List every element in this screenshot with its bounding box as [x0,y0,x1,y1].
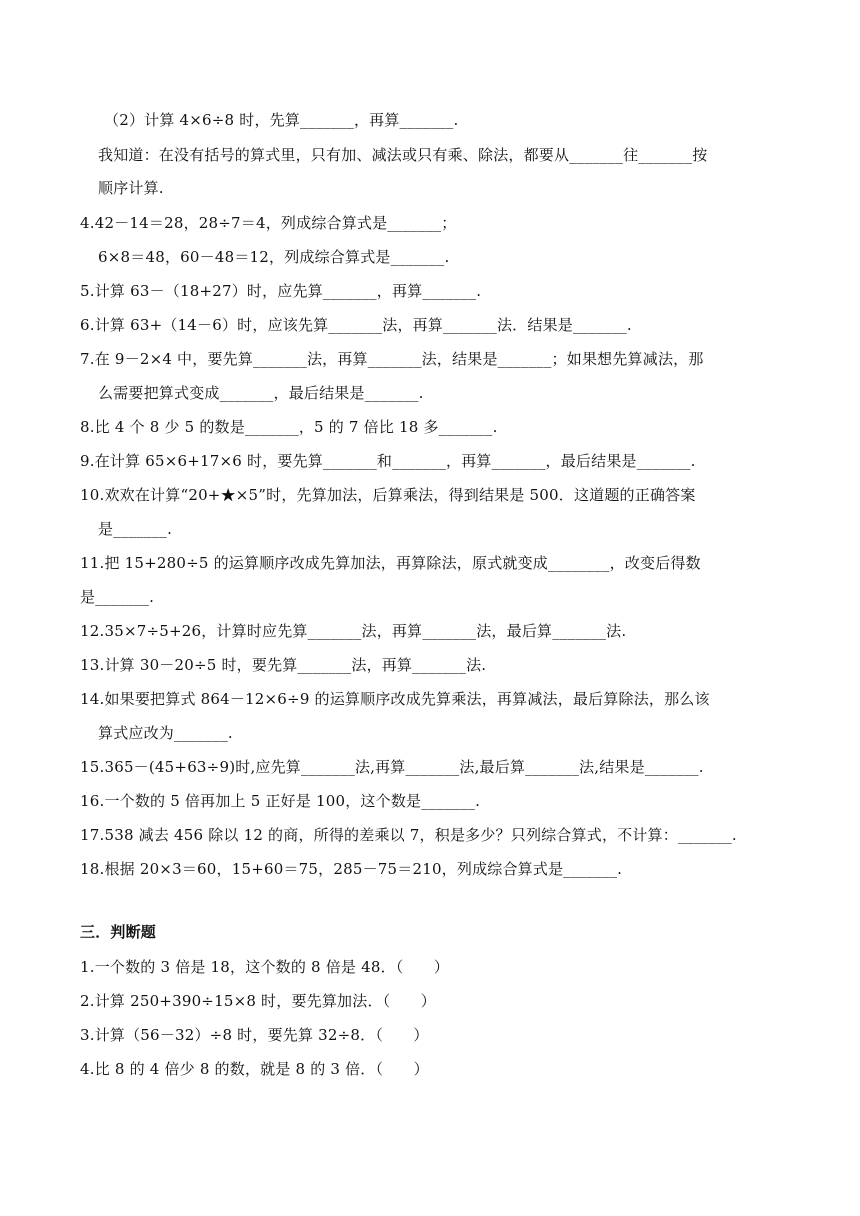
question-9: 9.在计算 65×6+17×6 时，要先算_______和_______，再算_______，最后结果是_______. [80,452,696,470]
judge-item-4: 4.比 8 的 4 倍少 8 的数，就是 8 的 3 倍．（ ） [80,1060,429,1078]
judge-item-2: 2.计算 250+390÷15×8 时，要先算加法．（ ） [80,992,436,1010]
question-16: 16.一个数的 5 倍再加上 5 正好是 100，这个数是_______. [80,792,481,810]
question-6: 6.计算 63+（14－6）时，应该先算_______法，再算_______法．结果是_______. [80,316,632,334]
question-7-line-2: 么需要把算式变成_______，最后结果是_______. [98,384,424,402]
question-10-line-1: 10.欢欢在计算“20+★×5”时，先算加法，后算乘法，得到结果是 500．这道题的正确答案 [80,486,696,504]
question-7-line-1: 7.在 9－2×4 中，要先算_______法，再算_______法，结果是_______；如果想先算减法，那 [80,350,704,368]
question-14-line-2: 算式应改为_______. [98,724,233,742]
question-5: 5.计算 63－（18+27）时，应先算_______，再算_______. [80,282,482,300]
note-line-2: 顺序计算. [98,179,164,197]
question-15: 15.365－(45+63÷9)时,应先算_______法,再算_______法,最后算_______法,结果是_______. [80,758,704,776]
question-4-line-2: 6×8＝48，60－48＝12，列成综合算式是_______. [98,248,450,266]
question-13: 13.计算 30－20÷5 时，要先算_______法，再算_______法. [80,656,487,674]
question-10-line-2: 是_______. [98,520,173,538]
question-3-part-2: （2）计算 4×6÷8 时，先算_______，再算_______. [104,111,459,129]
note-line-1: 我知道：在没有括号的算式里，只有加、减法或只有乘、除法，都要从_______往_______按 [98,146,708,164]
question-8: 8.比 4 个 8 少 5 的数是_______，5 的 7 倍比 18 多_______. [80,418,498,436]
judge-item-3: 3.计算（56－32）÷8 时，要先算 32÷8．（ ） [80,1026,429,1044]
question-4-line-1: 4.42－14＝28，28÷7＝4，列成综合算式是_______； [80,214,457,232]
question-11-line-1: 11.把 15+280÷5 的运算顺序改成先算加法，再算除法，原式就变成________，改变后得数 [80,554,701,572]
question-18: 18.根据 20×3＝60，15+60＝75，285－75＝210，列成综合算式是_______. [80,860,623,878]
section-title-judgment: 三．判断题 [80,923,157,941]
question-12: 12.35×7÷5+26，计算时应先算_______法，再算_______法，最后算_______法. [80,622,627,640]
question-14-line-1: 14.如果要把算式 864－12×6÷9 的运算顺序改成先算乘法，再算减法，最后算除法，那么该 [80,690,710,708]
question-17: 17.538 减去 456 除以 12 的商，所得的差乘以 7，积是多少？只列综合算式，不计算：_______. [80,826,737,844]
judge-item-1: 1.一个数的 3 倍是 18，这个数的 8 倍是 48．（ ） [80,958,450,976]
question-11-line-2: 是_______. [80,588,155,606]
